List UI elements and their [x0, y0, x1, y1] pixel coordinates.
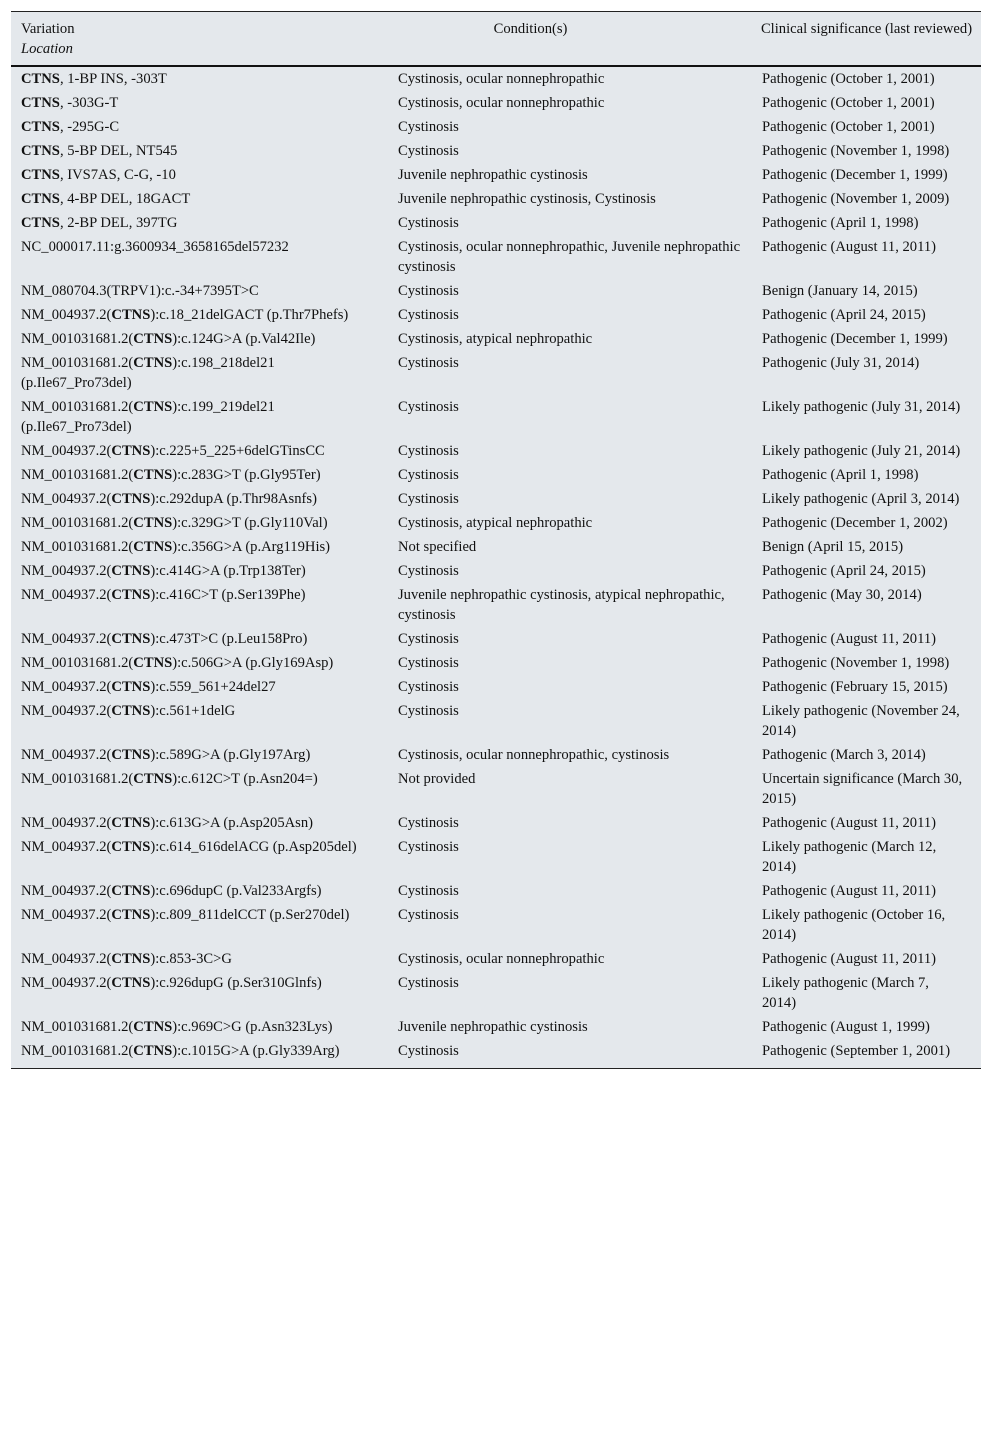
gene-symbol: CTNS — [133, 1019, 173, 1035]
header-variation-label: Variation — [21, 21, 75, 37]
variation-cell — [11, 439, 389, 463]
variation-suffix: , 2-BP DEL, 397TG — [59, 215, 178, 231]
variation-prefix: NM_001031681.2( — [21, 515, 134, 531]
significance-cell: Uncertain significance (March 30, 2015) — [762, 771, 963, 807]
significance-cell: Benign (January 14, 2015) — [762, 283, 918, 299]
gene-symbol: CTNS — [111, 587, 151, 603]
table-row — [11, 675, 981, 699]
variation-cell — [11, 139, 389, 163]
variation-prefix: NM_004937.2( — [21, 815, 112, 831]
variation-cell — [11, 971, 389, 1015]
condition-cell: Juvenile nephropathic cystinosis, Cystinosis — [398, 191, 656, 207]
variation-cell — [11, 66, 389, 91]
condition-cell: Cystinosis — [398, 975, 459, 991]
variation-cell — [11, 487, 389, 511]
table-row — [11, 651, 981, 675]
condition-cell: Juvenile nephropathic cystinosis — [398, 167, 588, 183]
variation-cell — [11, 583, 389, 627]
table-row — [11, 835, 981, 879]
condition-cell: Cystinosis, ocular nonnephropathic — [398, 71, 605, 87]
table-row — [11, 327, 981, 351]
variation-prefix: NM_004937.2( — [21, 307, 112, 323]
variation-suffix: ):c.853-3C>G — [150, 951, 232, 967]
table-row — [11, 903, 981, 947]
variation-prefix: NM_004937.2( — [21, 631, 112, 647]
variation-suffix: ):c.283G>T (p.Gly95Ter) — [172, 467, 321, 483]
significance-cell: Pathogenic (November 1, 1998) — [762, 655, 950, 671]
variation-prefix: NM_004937.2( — [21, 443, 112, 459]
variation-suffix: , 4-BP DEL, 18GACT — [59, 191, 191, 207]
condition-cell: Cystinosis — [398, 815, 459, 831]
variation-prefix: NM_001031681.2( — [21, 539, 134, 555]
variation-suffix: , 1-BP INS, -303T — [59, 71, 167, 87]
significance-cell: Pathogenic (November 1, 2009) — [762, 191, 950, 207]
variation-prefix: NM_004937.2( — [21, 747, 112, 763]
variation-cell — [11, 463, 389, 487]
variation-prefix: NM_001031681.2( — [21, 771, 134, 787]
gene-symbol: CTNS — [21, 167, 60, 183]
variation-cell — [11, 559, 389, 583]
gene-symbol: CTNS — [111, 491, 151, 507]
gene-symbol: CTNS — [111, 631, 151, 647]
variation-cell — [11, 651, 389, 675]
variation-prefix: NM_004937.2( — [21, 975, 112, 991]
condition-cell: Juvenile nephropathic cystinosis — [398, 1019, 588, 1035]
variation-suffix: ):c.473T>C (p.Leu158Pro) — [150, 631, 308, 647]
table-row — [11, 211, 981, 235]
variation-cell — [11, 187, 389, 211]
variation-prefix: NM_004937.2( — [21, 563, 112, 579]
table-row — [11, 66, 981, 91]
significance-cell: Pathogenic (December 1, 1999) — [762, 331, 948, 347]
variation-suffix: ):c.696dupC (p.Val233Argfs) — [150, 883, 322, 899]
condition-cell: Cystinosis — [398, 491, 459, 507]
variants-table — [11, 12, 981, 1068]
condition-cell: Cystinosis — [398, 679, 459, 695]
variation-suffix: ):c.199_219del21 (p.Ile67_Pro73del) — [21, 399, 275, 435]
table-row — [11, 163, 981, 187]
significance-cell: Likely pathogenic (October 16, 2014) — [762, 907, 946, 943]
gene-symbol: CTNS — [133, 655, 173, 671]
variation-suffix: ):c.612C>T (p.Asn204=) — [172, 771, 318, 787]
gene-symbol: CTNS — [111, 815, 151, 831]
variation-suffix: ):c.416C>T (p.Ser139Phe) — [150, 587, 306, 603]
significance-cell: Pathogenic (October 1, 2001) — [762, 71, 935, 87]
significance-cell: Pathogenic (December 1, 1999) — [762, 167, 948, 183]
condition-cell: Not provided — [398, 771, 476, 787]
gene-symbol: CTNS — [133, 515, 173, 531]
table-row — [11, 1039, 981, 1068]
table-header — [11, 12, 981, 66]
header-row — [11, 12, 981, 66]
gene-symbol: CTNS — [133, 1043, 173, 1059]
variation-prefix: NM_001031681.2( — [21, 331, 134, 347]
variation-prefix: NM_004937.2( — [21, 491, 112, 507]
condition-cell: Not specified — [398, 539, 477, 555]
variation-prefix: NM_004937.2( — [21, 839, 112, 855]
significance-cell: Likely pathogenic (July 21, 2014) — [762, 443, 961, 459]
significance-cell: Pathogenic (November 1, 1998) — [762, 143, 950, 159]
variation-cell — [11, 811, 389, 835]
gene-symbol: CTNS — [111, 907, 151, 923]
variation-prefix: NM_004937.2( — [21, 951, 112, 967]
variation-suffix: ):c.356G>A (p.Arg119His) — [172, 539, 331, 555]
gene-symbol: CTNS — [21, 119, 60, 135]
significance-cell: Pathogenic (August 11, 2011) — [762, 239, 937, 255]
variation-cell — [11, 627, 389, 651]
significance-cell: Pathogenic (March 3, 2014) — [762, 747, 926, 763]
variation-suffix: ):c.329G>T (p.Gly110Val) — [172, 515, 328, 531]
gene-symbol: CTNS — [133, 539, 173, 555]
table-row — [11, 351, 981, 395]
condition-cell: Cystinosis, atypical nephropathic — [398, 331, 593, 347]
table-row — [11, 463, 981, 487]
gene-symbol: CTNS — [133, 467, 173, 483]
table-row — [11, 811, 981, 835]
condition-cell: Cystinosis — [398, 467, 459, 483]
variation-cell — [11, 767, 389, 811]
significance-cell: Pathogenic (February 15, 2015) — [762, 679, 948, 695]
variation-suffix: ):c.561+1delG — [150, 703, 236, 719]
gene-symbol: CTNS — [111, 679, 151, 695]
table-row — [11, 487, 981, 511]
variation-suffix: ):c.559_561+24del27 — [150, 679, 276, 695]
variation-cell — [11, 351, 389, 395]
variation-prefix: NM_001031681.2( — [21, 1043, 134, 1059]
condition-cell: Cystinosis, atypical nephropathic — [398, 515, 593, 531]
condition-cell: Cystinosis — [398, 883, 459, 899]
significance-cell: Pathogenic (August 11, 2011) — [762, 951, 937, 967]
table-row — [11, 1015, 981, 1039]
condition-cell: Cystinosis — [398, 283, 459, 299]
table-row — [11, 699, 981, 743]
variation-prefix: NM_004937.2( — [21, 907, 112, 923]
significance-cell: Likely pathogenic (April 3, 2014) — [762, 491, 960, 507]
gene-symbol: CTNS — [133, 771, 173, 787]
significance-cell: Likely pathogenic (July 31, 2014) — [762, 399, 961, 415]
gene-symbol: CTNS — [133, 399, 173, 415]
variation-suffix: ):c.926dupG (p.Ser310Glnfs) — [150, 975, 322, 991]
table-row — [11, 139, 981, 163]
variation-suffix: ):c.225+5_225+6delGTinsCC — [150, 443, 325, 459]
variation-prefix: NM_004937.2( — [21, 587, 112, 603]
significance-cell: Pathogenic (October 1, 2001) — [762, 119, 935, 135]
table-row — [11, 235, 981, 279]
table-body — [11, 66, 981, 1068]
variation-suffix: ):c.414G>A (p.Trp138Ter) — [150, 563, 306, 579]
condition-cell: Cystinosis — [398, 119, 459, 135]
table-row — [11, 303, 981, 327]
condition-cell: Cystinosis, ocular nonnephropathic — [398, 95, 605, 111]
gene-symbol: CTNS — [111, 951, 151, 967]
gene-symbol: CTNS — [21, 143, 60, 159]
variation-suffix: ):c.18_21delGACT (p.Thr7Phefs) — [150, 307, 349, 323]
condition-cell: Cystinosis — [398, 563, 459, 579]
significance-cell: Pathogenic (April 24, 2015) — [762, 307, 926, 323]
variation-cell — [11, 511, 389, 535]
significance-cell: Pathogenic (April 24, 2015) — [762, 563, 926, 579]
gene-symbol: CTNS — [111, 839, 151, 855]
significance-cell: Pathogenic (December 1, 2002) — [762, 515, 948, 531]
variation-prefix: NM_001031681.2( — [21, 355, 134, 371]
gene-symbol: CTNS — [21, 71, 60, 87]
variation-cell — [11, 879, 389, 903]
variation-cell — [11, 947, 389, 971]
variation-cell — [11, 743, 389, 767]
gene-symbol: CTNS — [133, 355, 173, 371]
table-row — [11, 395, 981, 439]
variation-prefix: NM_004937.2( — [21, 883, 112, 899]
gene-symbol: CTNS — [111, 747, 151, 763]
variation-prefix: NM_004937.2( — [21, 703, 112, 719]
variation-cell — [11, 327, 389, 351]
table-row — [11, 583, 981, 627]
variation-cell — [11, 235, 389, 279]
condition-cell: Cystinosis — [398, 355, 459, 371]
variation-cell — [11, 1039, 389, 1068]
table-row — [11, 971, 981, 1015]
variation-suffix: ):c.614_616delACG (p.Asp205del) — [150, 839, 357, 855]
significance-cell: Likely pathogenic (March 12, 2014) — [762, 839, 937, 875]
table-row — [11, 511, 981, 535]
condition-cell: Cystinosis, ocular nonnephropathic — [398, 951, 605, 967]
condition-cell: Cystinosis — [398, 215, 459, 231]
header-significance: Clinical significance (last reviewed) — [752, 12, 981, 66]
variation-suffix: ):c.589G>A (p.Gly197Arg) — [150, 747, 311, 763]
significance-cell: Benign (April 15, 2015) — [762, 539, 904, 555]
condition-cell: Cystinosis — [398, 399, 459, 415]
variation-cell — [11, 903, 389, 947]
variation-suffix: ):c.969C>G (p.Asn323Lys) — [172, 1019, 333, 1035]
table-row — [11, 743, 981, 767]
table-row — [11, 627, 981, 651]
significance-cell: Pathogenic (October 1, 2001) — [762, 95, 935, 111]
variation-cell — [11, 699, 389, 743]
gene-symbol: CTNS — [111, 443, 151, 459]
variation-suffix: ):c.124G>A (p.Val42Ile) — [172, 331, 316, 347]
significance-cell: Pathogenic (August 1, 1999) — [762, 1019, 930, 1035]
gene-symbol: CTNS — [133, 331, 173, 347]
variation-prefix: NM_001031681.2( — [21, 399, 134, 415]
variation-prefix: NC_000017.11:g.3600934_3658165del57232 — [21, 239, 289, 255]
significance-cell: Pathogenic (August 11, 2011) — [762, 631, 937, 647]
variation-prefix: NM_080704.3(TRPV1):c.-34+7395T>C — [21, 283, 259, 299]
variation-suffix: ):c.809_811delCCT (p.Ser270del) — [150, 907, 350, 923]
condition-cell: Cystinosis — [398, 307, 459, 323]
variation-suffix: , 5-BP DEL, NT545 — [59, 143, 178, 159]
significance-cell: Pathogenic (April 1, 1998) — [762, 215, 919, 231]
table-row — [11, 559, 981, 583]
variation-cell — [11, 535, 389, 559]
table-row — [11, 91, 981, 115]
variation-cell — [11, 163, 389, 187]
variation-cell — [11, 303, 389, 327]
significance-cell: Pathogenic (July 31, 2014) — [762, 355, 920, 371]
gene-symbol: CTNS — [111, 975, 151, 991]
variation-suffix: ):c.506G>A (p.Gly169Asp) — [172, 655, 334, 671]
variation-suffix: ):c.198_218del21 (p.Ile67_Pro73del) — [21, 355, 275, 391]
variation-prefix: NM_001031681.2( — [21, 1019, 134, 1035]
variation-suffix: , IVS7AS, C-G, -10 — [59, 167, 176, 183]
variation-cell — [11, 835, 389, 879]
significance-cell: Likely pathogenic (March 7, 2014) — [762, 975, 929, 1011]
table-row — [11, 535, 981, 559]
variation-suffix: ):c.1015G>A (p.Gly339Arg) — [172, 1043, 340, 1059]
significance-cell: Pathogenic (August 11, 2011) — [762, 883, 937, 899]
table-row — [11, 767, 981, 811]
variation-cell — [11, 91, 389, 115]
table-row — [11, 947, 981, 971]
table-row — [11, 187, 981, 211]
variation-cell — [11, 279, 389, 303]
condition-cell: Cystinosis — [398, 907, 459, 923]
gene-symbol: CTNS — [21, 215, 60, 231]
variation-prefix: NM_001031681.2( — [21, 655, 134, 671]
header-conditions: Condition(s) — [389, 12, 752, 66]
condition-cell: Cystinosis, ocular nonnephropathic, cystinosis — [398, 747, 670, 763]
variation-prefix: NM_001031681.2( — [21, 467, 134, 483]
gene-symbol: CTNS — [111, 883, 151, 899]
gene-symbol: CTNS — [21, 191, 60, 207]
significance-cell: Pathogenic (April 1, 1998) — [762, 467, 919, 483]
condition-cell: Cystinosis, ocular nonnephropathic, Juvenile nephropathic cystinosis — [398, 239, 741, 275]
variation-cell — [11, 1015, 389, 1039]
variation-prefix: NM_004937.2( — [21, 679, 112, 695]
gene-symbol: CTNS — [21, 95, 60, 111]
condition-cell: Cystinosis — [398, 655, 459, 671]
table-row — [11, 115, 981, 139]
gene-symbol: CTNS — [111, 563, 151, 579]
significance-cell: Pathogenic (May 30, 2014) — [762, 587, 922, 603]
significance-cell: Likely pathogenic (November 24, 2014) — [762, 703, 960, 739]
variation-cell — [11, 115, 389, 139]
significance-cell: Pathogenic (September 1, 2001) — [762, 1043, 951, 1059]
condition-cell: Cystinosis — [398, 631, 459, 647]
condition-cell: Cystinosis — [398, 143, 459, 159]
condition-cell: Juvenile nephropathic cystinosis, atypical nephropathic, cystinosis — [398, 587, 725, 623]
condition-cell: Cystinosis — [398, 839, 459, 855]
condition-cell: Cystinosis — [398, 1043, 459, 1059]
table-row — [11, 439, 981, 463]
variation-suffix: ):c.292dupA (p.Thr98Asnfs) — [150, 491, 317, 507]
gene-symbol: CTNS — [111, 307, 151, 323]
header-variation — [11, 12, 389, 66]
condition-cell: Cystinosis — [398, 443, 459, 459]
table-row — [11, 879, 981, 903]
condition-cell: Cystinosis — [398, 703, 459, 719]
variation-suffix: , -295G-C — [59, 119, 120, 135]
variation-suffix: ):c.613G>A (p.Asp205Asn) — [150, 815, 314, 831]
header-location-label: Location — [21, 41, 73, 57]
variants-table-container — [11, 11, 981, 1069]
variation-cell — [11, 675, 389, 699]
gene-symbol: CTNS — [111, 703, 151, 719]
variation-cell — [11, 395, 389, 439]
table-row — [11, 279, 981, 303]
variation-suffix: , -303G-T — [59, 95, 119, 111]
variation-cell — [11, 211, 389, 235]
significance-cell: Pathogenic (August 11, 2011) — [762, 815, 937, 831]
